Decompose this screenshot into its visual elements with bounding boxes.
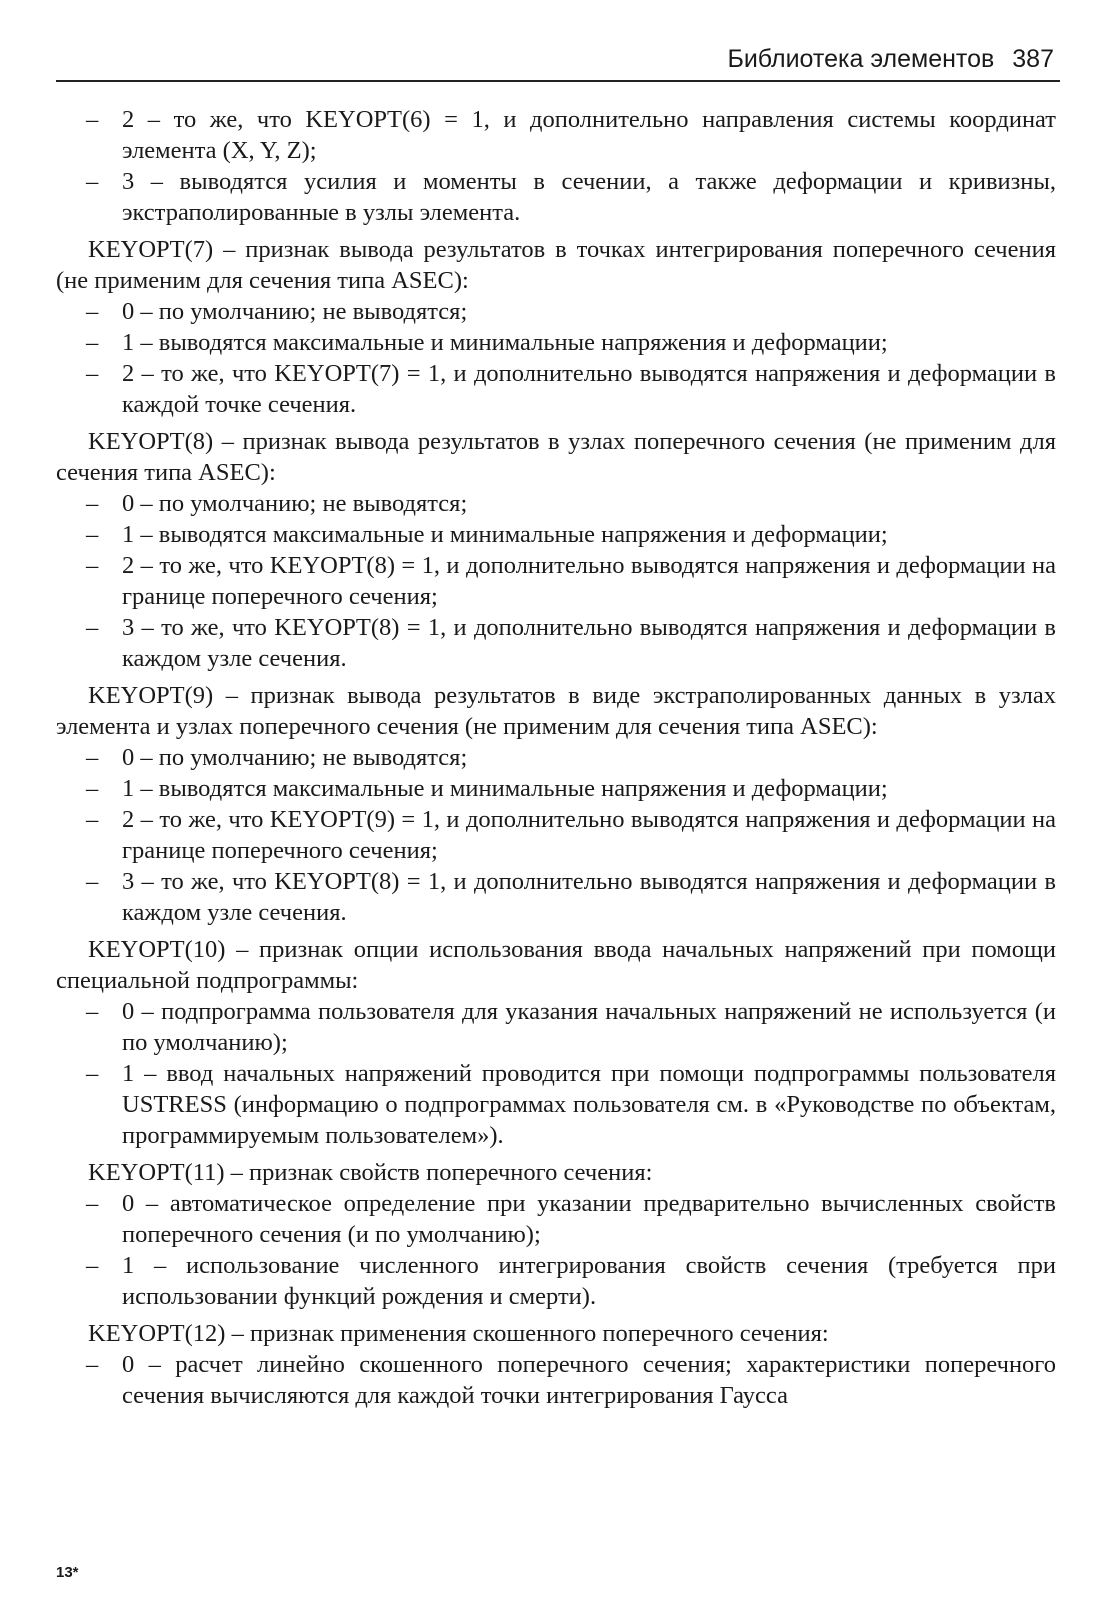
option-list [56,488,1056,674]
page-body [56,104,1056,1417]
list-item-text: 1 – выводятся максимальные и минимальные напряжения и деформации; [122,775,888,802]
list-item-text: 2 – то же, что KEYOPT(9) = 1, и дополнительно выводятся напряжения и деформации на границе поперечного сечения; [122,806,1056,864]
list-item [56,804,1056,866]
list-item-text: 2 – то же, что KEYOPT(7) = 1, и дополнительно выводятся напряжения и деформации в каждой точке сечения. [122,360,1056,418]
list-item [56,296,1056,327]
option-list [56,1349,1056,1411]
bullet-dash: – [86,490,99,517]
bullet-dash: – [86,1351,99,1378]
list-item-text: 1 – выводятся максимальные и минимальные напряжения и деформации; [122,329,888,356]
list-item [56,358,1056,420]
bullet-dash: – [86,329,99,356]
page-number: 387 [1012,45,1054,73]
list-item [56,1349,1056,1411]
list-item [56,742,1056,773]
bullet-dash: – [86,298,99,325]
list-item-text: 1 – ввод начальных напряжений проводится при помощи подпрограммы пользователя USTRESS (информацию о подпрограммах пользователя см. в «Руководстве по объектам, программируемым пользователем»). [122,1060,1056,1149]
list-item-text: 3 – то же, что KEYOPT(8) = 1, и дополнительно выводятся напряжения и деформации в каждом узле сечения. [122,868,1056,926]
bullet-dash: – [86,775,99,802]
bullet-dash: – [86,614,99,641]
option-list [56,742,1056,928]
bullet-dash: – [86,360,99,387]
list-item [56,488,1056,519]
list-item-text: 0 – автоматическое определение при указании предварительно вычисленных свойств поперечного сечения (и по умолчанию); [122,1190,1056,1248]
list-item [56,1188,1056,1250]
list-item-text: 3 – выводятся усилия и моменты в сечении, а также деформации и кривизны, экстраполированные в узлы элемента. [122,168,1056,226]
list-item [56,104,1056,166]
paragraph: KEYOPT(12) – признак применения скошенного поперечного сечения: [88,1320,829,1347]
bullet-dash: – [86,1190,99,1217]
signature-mark: 13* [56,1564,79,1581]
list-item [56,519,1056,550]
option-list [56,104,1056,228]
list-item [56,996,1056,1058]
list-item [56,773,1056,804]
list-item-text: 1 – использование численного интегрирования свойств сечения (требуется при использовании функций рождения и смерти). [122,1252,1056,1310]
list-item [56,866,1056,928]
paragraph: KEYOPT(8) – признак вывода результатов в узлах поперечного сечения (не применим для сечения типа ASEC): [56,428,1056,486]
list-item [56,612,1056,674]
list-item [56,1058,1056,1151]
bullet-dash: – [86,868,99,895]
list-item-text: 2 – то же, что KEYOPT(6) = 1, и дополнительно направления системы координат элемента (X, Y, Z); [122,106,1056,164]
running-title: Библиотека элементов [727,45,995,73]
list-item-text: 0 – по умолчанию; не выводятся; [122,298,468,325]
list-item-text: 0 – расчет линейно скошенного поперечного сечения; характеристики поперечного сечения вычисляются для каждой точки интегрирования Гаусса [122,1351,1056,1409]
list-item-text: 0 – подпрограмма пользователя для указания начальных напряжений не используется (и по умолчанию); [122,998,1056,1056]
list-item-text: 0 – по умолчанию; не выводятся; [122,744,468,771]
bullet-dash: – [86,106,99,133]
list-item [56,550,1056,612]
list-item [56,166,1056,228]
bullet-dash: – [86,552,99,579]
bullet-dash: – [86,168,99,195]
bullet-dash: – [86,744,99,771]
list-item-text: 1 – выводятся максимальные и минимальные напряжения и деформации; [122,521,888,548]
list-item-text: 0 – по умолчанию; не выводятся; [122,490,468,517]
bullet-dash: – [86,521,99,548]
bullet-dash: – [86,998,99,1025]
bullet-dash: – [86,1252,99,1279]
list-item-text: 3 – то же, что KEYOPT(8) = 1, и дополнительно выводятся напряжения и деформации в каждом узле сечения. [122,614,1056,672]
bullet-dash: – [86,1060,99,1087]
paragraph: KEYOPT(10) – признак опции использования ввода начальных напряжений при помощи специальной подпрограммы: [56,936,1056,994]
paragraph: KEYOPT(11) – признак свойств поперечного сечения: [88,1159,653,1186]
option-list [56,1188,1056,1312]
paragraph: KEYOPT(7) – признак вывода результатов в точках интегрирования поперечного сечения (не применим для сечения типа ASEC): [56,236,1056,294]
bullet-dash: – [86,806,99,833]
list-item [56,1250,1056,1312]
page-header [56,36,1060,82]
running-head [727,45,1054,74]
option-list [56,296,1056,420]
list-item [56,327,1056,358]
list-item-text: 2 – то же, что KEYOPT(8) = 1, и дополнительно выводятся напряжения и деформации на границе поперечного сечения; [122,552,1056,610]
paragraph: KEYOPT(9) – признак вывода результатов в виде экстраполированных данных в узлах элемента и узлах поперечного сечения (не применим для сечения типа ASEC): [56,682,1056,740]
option-list [56,996,1056,1151]
